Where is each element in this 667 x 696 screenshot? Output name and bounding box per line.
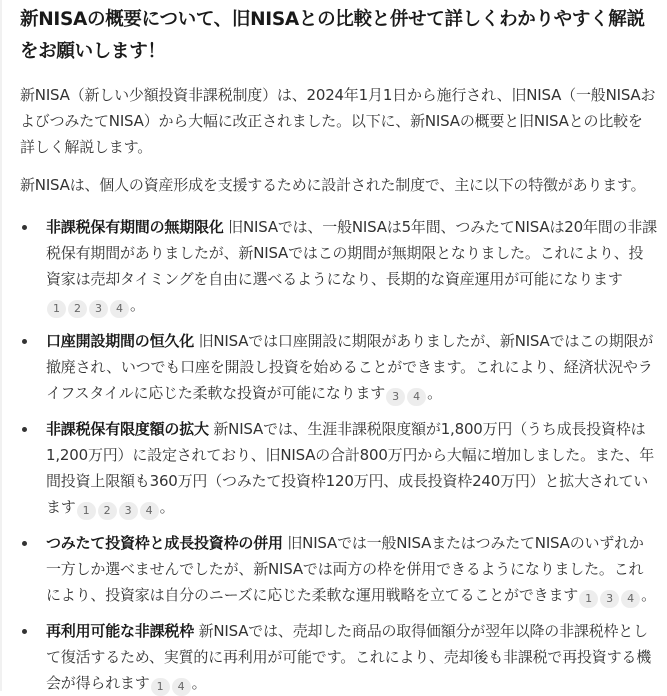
feature-heading: 再利用可能な非課税枠 (46, 622, 195, 640)
feature-body: 旧NISAでは一般NISAまたはつみたてNISAのいずれか一方しか選べませんでしたが、新NISAでは両方の枠を併用できるようになりました。これにより、投資家は自分のニーズに応じた柔軟な運用戦略を立てることができます (46, 534, 644, 604)
citation-badge[interactable]: 3 (600, 590, 619, 608)
citation-badge[interactable]: 1 (47, 300, 66, 318)
sentence-end: 。 (159, 498, 175, 516)
citation-badge[interactable]: 4 (407, 388, 426, 406)
bullet-icon (22, 629, 27, 634)
citation-badge[interactable]: 3 (89, 300, 108, 318)
feature-body: 旧NISAでは口座開設に期限がありましたが、新NISAではこの期限が撤廃され、いつでも口座を開設し投資を始めることができます。これにより、経済状況やライフスタイルに応じた柔軟な投資が可能になります (46, 332, 654, 402)
sentence-end: 。 (191, 674, 207, 692)
citation-badge[interactable]: 3 (386, 388, 405, 406)
bullet-icon (22, 225, 27, 230)
list-item (20, 618, 657, 696)
feature-body: 旧NISAでは、一般NISAは5年間、つみたてNISAは20年間の非課税保有期間がありましたが、新NISAではこの期間が無期限となりました。これにより、投資家は売却タイミングを自由に選べるようになり、長期的な資産運用が可能になります (46, 218, 657, 288)
sentence-end: 。 (130, 296, 145, 314)
citation-badge[interactable]: 4 (110, 300, 129, 318)
citation-badge[interactable]: 4 (140, 502, 159, 520)
bullet-icon (22, 541, 27, 546)
features-lead-paragraph: 新NISAは、個人の資産形成を支援するために設計された制度で、主に以下の特徴があります。 (20, 176, 646, 194)
sentence-end: 。 (427, 384, 442, 402)
feature-heading: つみたて投資枠と成長投資枠の併用 (46, 534, 283, 552)
citation-badge[interactable]: 4 (172, 678, 191, 696)
question-title: 新NISAの概要について、旧NISAとの比較と併せて詳しくわかりやすく解説をお願いします！ (20, 9, 645, 62)
list-item (20, 328, 657, 406)
citation-badge[interactable]: 1 (77, 502, 96, 520)
list-item (20, 416, 657, 520)
citation-badge[interactable]: 1 (579, 590, 598, 608)
feature-heading: 非課税保有期間の無期限化 (46, 218, 224, 236)
citation-badge[interactable]: 3 (119, 502, 138, 520)
list-item (20, 214, 657, 318)
sentence-end: 。 (641, 586, 656, 604)
citation-badge[interactable]: 2 (68, 300, 87, 318)
feature-body: 新NISAでは、生涯非課税限度額が1,800万円（うち成長投資枠は1,200万円）に設定されており、旧NISAの合計800万円から大幅に増加しました。また、年間投資上限額も360万円（つみたて投資枠120万円、成長投資枠240万円）と拡大されています (46, 420, 655, 516)
feature-heading: 口座開設期間の恒久化 (46, 332, 195, 350)
citation-badge[interactable]: 2 (98, 502, 117, 520)
list-item (20, 530, 657, 608)
feature-heading: 非課税保有限度額の拡大 (46, 420, 209, 438)
citation-badge[interactable]: 4 (621, 590, 640, 608)
feature-body: 新NISAでは、売却した商品の取得価額分が翌年以降の非課税枠として復活するため、実質的に再利用が可能です。これにより、売却後も非課税で再投資する機会が得られます (46, 622, 652, 692)
feature-list (20, 214, 657, 696)
bullet-icon (22, 427, 27, 432)
bullet-icon (22, 339, 27, 344)
citation-badge[interactable]: 1 (151, 678, 170, 696)
intro-paragraph: 新NISA（新しい少額投資非課税制度）は、2024年1月1日から施行され、旧NISA（一般NISAおよびつみたてNISA）から大幅に改正されました。以下に、新NISAの概要と旧NISAとの比較を詳しく解説します。 (20, 86, 656, 156)
